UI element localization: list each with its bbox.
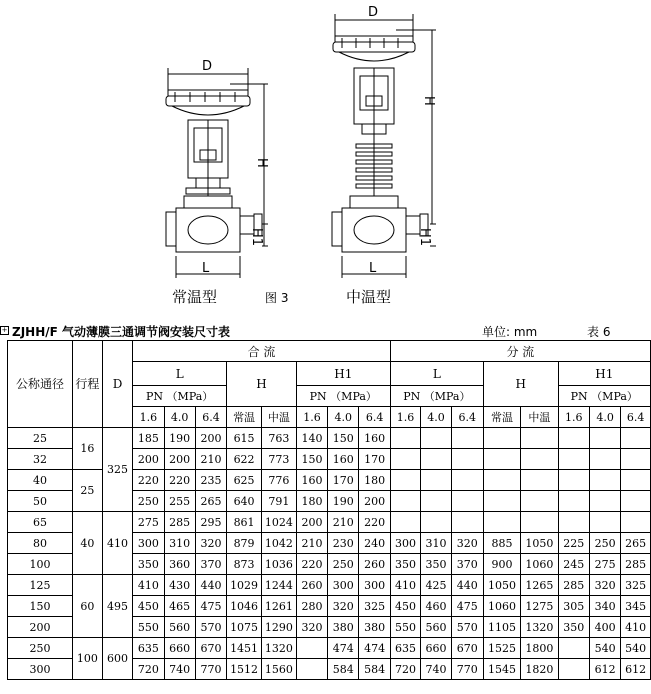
table-body bbox=[8, 428, 651, 680]
table-cell: 1105 bbox=[483, 617, 520, 638]
header-merge-h1-pn: PN （MPa） bbox=[296, 386, 390, 407]
header-split-l-pn: PN （MPa） bbox=[390, 386, 483, 407]
unit-label: 单位: mm bbox=[482, 325, 538, 339]
table-cell: 474 bbox=[328, 638, 359, 659]
table-cell bbox=[589, 491, 620, 512]
dim-label-h-right: H bbox=[421, 96, 436, 106]
table-cell: 425 bbox=[421, 575, 451, 596]
header-stroke: 行程 bbox=[73, 341, 103, 428]
table-cell: 160 bbox=[328, 449, 359, 470]
table-cell: 640 bbox=[227, 491, 262, 512]
caption-figure-number: 图 3 bbox=[265, 291, 289, 305]
table-cell: 1261 bbox=[261, 596, 296, 617]
table-cell: 1512 bbox=[227, 659, 262, 680]
table-cell: 140 bbox=[296, 428, 327, 449]
table-cell: 230 bbox=[328, 533, 359, 554]
table-cell: 260 bbox=[359, 554, 390, 575]
table-cell: 1525 bbox=[483, 638, 520, 659]
header-mid-temp: 中温 bbox=[521, 407, 558, 428]
table-cell: 1060 bbox=[521, 554, 558, 575]
cell-stroke: 60 bbox=[73, 575, 103, 638]
table-cell: 540 bbox=[621, 638, 651, 659]
header-pn-1.6: 1.6 bbox=[390, 407, 420, 428]
dim-label-d-right: D bbox=[368, 5, 379, 20]
table-cell: 210 bbox=[328, 512, 359, 533]
table-cell: 763 bbox=[261, 428, 296, 449]
table-cell: 1042 bbox=[261, 533, 296, 554]
table-cell: 670 bbox=[195, 638, 226, 659]
table-cell: 250 bbox=[589, 533, 620, 554]
table-cell bbox=[451, 512, 483, 533]
table-cell: 220 bbox=[359, 512, 390, 533]
table-cell: 770 bbox=[451, 659, 483, 680]
header-merge-h1: H1 bbox=[296, 362, 390, 386]
table-cell: 1046 bbox=[227, 596, 262, 617]
table-cell: 345 bbox=[621, 596, 651, 617]
table-cell: 320 bbox=[589, 575, 620, 596]
table-cell: 612 bbox=[589, 659, 620, 680]
table-cell: 400 bbox=[589, 617, 620, 638]
table-cell: 160 bbox=[296, 470, 327, 491]
table-cell: 300 bbox=[359, 575, 390, 596]
table-cell: 200 bbox=[359, 491, 390, 512]
table-cell: 1545 bbox=[483, 659, 520, 680]
table-cell: 220 bbox=[296, 554, 327, 575]
table-cell: 280 bbox=[296, 596, 327, 617]
table-cell bbox=[621, 428, 651, 449]
dim-label-h-left: H bbox=[254, 158, 269, 168]
cell-d: 325 bbox=[102, 428, 132, 512]
header-pn-1.6: 1.6 bbox=[558, 407, 589, 428]
table-cell bbox=[421, 449, 451, 470]
table-cell: 1320 bbox=[521, 617, 558, 638]
cell-stroke: 16 bbox=[73, 428, 103, 470]
dim-label-d-left: D bbox=[202, 59, 213, 74]
table-cell bbox=[621, 512, 651, 533]
table-cell bbox=[483, 491, 520, 512]
table-cell: 300 bbox=[328, 575, 359, 596]
table-cell: 380 bbox=[328, 617, 359, 638]
table-cell: 350 bbox=[421, 554, 451, 575]
table-cell: 245 bbox=[558, 554, 589, 575]
table-cell: 305 bbox=[558, 596, 589, 617]
dim-label-l-right: L bbox=[369, 261, 377, 276]
table-title-row bbox=[0, 322, 651, 340]
table-cell bbox=[521, 449, 558, 470]
table-cell: 584 bbox=[359, 659, 390, 680]
table-cell bbox=[451, 491, 483, 512]
dim-label-h1-right: H1 bbox=[417, 228, 432, 247]
normal-temp-valve-drawing bbox=[166, 68, 268, 278]
header-pn-4.0: 4.0 bbox=[164, 407, 195, 428]
table-cell: 1075 bbox=[227, 617, 262, 638]
header-merge-h: H bbox=[227, 362, 297, 407]
table-cell: 275 bbox=[589, 554, 620, 575]
table-cell: 560 bbox=[164, 617, 195, 638]
table-cell bbox=[589, 449, 620, 470]
table-cell: 285 bbox=[558, 575, 589, 596]
table-cell: 360 bbox=[164, 554, 195, 575]
cell-d: 495 bbox=[102, 575, 132, 638]
cell-stroke: 100 bbox=[73, 638, 103, 680]
table-cell: 770 bbox=[195, 659, 226, 680]
table-cell bbox=[483, 512, 520, 533]
table-cell: 380 bbox=[359, 617, 390, 638]
table-cell: 1820 bbox=[521, 659, 558, 680]
header-mid-temp: 中温 bbox=[261, 407, 296, 428]
table-cell: 340 bbox=[589, 596, 620, 617]
table-cell: 190 bbox=[164, 428, 195, 449]
table-cell: 550 bbox=[133, 617, 164, 638]
table-cell: 720 bbox=[390, 659, 420, 680]
table-cell: 570 bbox=[195, 617, 226, 638]
cell-nominal-diameter: 80 bbox=[8, 533, 73, 554]
table-cell: 1050 bbox=[521, 533, 558, 554]
table-cell: 465 bbox=[164, 596, 195, 617]
table-cell: 235 bbox=[195, 470, 226, 491]
header-merge-l: L bbox=[133, 362, 227, 386]
cell-stroke: 25 bbox=[73, 470, 103, 512]
table-cell bbox=[390, 470, 420, 491]
header-merge-l-pn: PN （MPa） bbox=[133, 386, 227, 407]
table-cell: 225 bbox=[558, 533, 589, 554]
table-cell: 265 bbox=[195, 491, 226, 512]
header-split-h: H bbox=[483, 362, 558, 407]
table-cell: 1036 bbox=[261, 554, 296, 575]
table-cell bbox=[390, 428, 420, 449]
table-cell bbox=[296, 638, 327, 659]
table-cell: 240 bbox=[359, 533, 390, 554]
table-cell: 430 bbox=[164, 575, 195, 596]
table-cell: 220 bbox=[164, 470, 195, 491]
cell-d: 600 bbox=[102, 638, 132, 680]
table-cell: 474 bbox=[359, 638, 390, 659]
table-cell: 460 bbox=[421, 596, 451, 617]
table-cell: 475 bbox=[451, 596, 483, 617]
table-cell bbox=[558, 638, 589, 659]
table-cell: 1290 bbox=[261, 617, 296, 638]
table-cell: 670 bbox=[451, 638, 483, 659]
table-cell: 1050 bbox=[483, 575, 520, 596]
valve-drawings bbox=[0, 0, 651, 318]
table-cell: 170 bbox=[328, 470, 359, 491]
table-cell: 320 bbox=[296, 617, 327, 638]
cell-nominal-diameter: 40 bbox=[8, 470, 73, 491]
table-cell: 1244 bbox=[261, 575, 296, 596]
table-number: 表 6 bbox=[587, 325, 611, 339]
table-cell bbox=[451, 449, 483, 470]
table-cell bbox=[451, 428, 483, 449]
cell-nominal-diameter: 125 bbox=[8, 575, 73, 596]
header-pn-6.4: 6.4 bbox=[359, 407, 390, 428]
header-d: D bbox=[102, 341, 132, 428]
table-cell: 310 bbox=[421, 533, 451, 554]
table-cell: 255 bbox=[164, 491, 195, 512]
cell-nominal-diameter: 150 bbox=[8, 596, 73, 617]
table-cell: 873 bbox=[227, 554, 262, 575]
table-cell: 1024 bbox=[261, 512, 296, 533]
table-anchor-icon: + bbox=[1, 326, 8, 334]
table-cell: 1060 bbox=[483, 596, 520, 617]
table-cell bbox=[521, 470, 558, 491]
table-cell: 1451 bbox=[227, 638, 262, 659]
header-merge-flow: 合 流 bbox=[133, 341, 391, 362]
table-row bbox=[8, 638, 651, 659]
cell-nominal-diameter: 250 bbox=[8, 638, 73, 659]
table-cell: 1800 bbox=[521, 638, 558, 659]
table-cell: 615 bbox=[227, 428, 262, 449]
caption-mid-temp: 中温型 bbox=[346, 288, 392, 306]
table-cell: 210 bbox=[296, 533, 327, 554]
table-cell bbox=[589, 470, 620, 491]
cell-nominal-diameter: 32 bbox=[8, 449, 73, 470]
dimension-table bbox=[7, 340, 651, 680]
table-cell: 320 bbox=[195, 533, 226, 554]
table-cell: 740 bbox=[164, 659, 195, 680]
table-cell: 612 bbox=[621, 659, 651, 680]
dim-label-h1-left: H1 bbox=[249, 228, 264, 247]
cell-nominal-diameter: 25 bbox=[8, 428, 73, 449]
table-cell bbox=[421, 470, 451, 491]
table-cell: 622 bbox=[227, 449, 262, 470]
table-cell: 295 bbox=[195, 512, 226, 533]
table-cell: 210 bbox=[195, 449, 226, 470]
table-cell: 440 bbox=[451, 575, 483, 596]
table-cell bbox=[589, 428, 620, 449]
table-cell: 885 bbox=[483, 533, 520, 554]
header-nominal-diameter: 公称通径 bbox=[8, 341, 73, 428]
table-cell: 740 bbox=[421, 659, 451, 680]
table-cell: 285 bbox=[164, 512, 195, 533]
table-cell: 540 bbox=[589, 638, 620, 659]
table-cell bbox=[483, 449, 520, 470]
table-cell: 325 bbox=[621, 575, 651, 596]
table-cell: 300 bbox=[133, 533, 164, 554]
table-cell: 200 bbox=[164, 449, 195, 470]
table-cell bbox=[390, 449, 420, 470]
table-row bbox=[8, 428, 651, 449]
table-cell bbox=[483, 470, 520, 491]
caption-normal-temp: 常温型 bbox=[172, 288, 218, 306]
table-cell: 410 bbox=[621, 617, 651, 638]
header-split-h1: H1 bbox=[558, 362, 650, 386]
header-split-flow: 分 流 bbox=[390, 341, 650, 362]
table-cell: 370 bbox=[451, 554, 483, 575]
table-cell bbox=[390, 512, 420, 533]
table-cell: 776 bbox=[261, 470, 296, 491]
table-cell: 660 bbox=[421, 638, 451, 659]
table-cell: 584 bbox=[328, 659, 359, 680]
table-cell bbox=[521, 428, 558, 449]
table-cell: 1320 bbox=[261, 638, 296, 659]
table-cell bbox=[296, 659, 327, 680]
table-cell: 185 bbox=[133, 428, 164, 449]
table-cell: 791 bbox=[261, 491, 296, 512]
cell-nominal-diameter: 100 bbox=[8, 554, 73, 575]
table-row bbox=[8, 512, 651, 533]
table-cell: 300 bbox=[390, 533, 420, 554]
cell-nominal-diameter: 65 bbox=[8, 512, 73, 533]
table-cell: 250 bbox=[328, 554, 359, 575]
table-cell: 900 bbox=[483, 554, 520, 575]
table-cell bbox=[558, 428, 589, 449]
table-cell: 265 bbox=[621, 533, 651, 554]
table-cell: 1029 bbox=[227, 575, 262, 596]
table-cell: 560 bbox=[421, 617, 451, 638]
table-cell: 450 bbox=[133, 596, 164, 617]
table-cell: 440 bbox=[195, 575, 226, 596]
table-cell: 310 bbox=[164, 533, 195, 554]
table-cell: 285 bbox=[621, 554, 651, 575]
table-cell: 879 bbox=[227, 533, 262, 554]
header-normal-temp: 常温 bbox=[483, 407, 520, 428]
header-pn-4.0: 4.0 bbox=[421, 407, 451, 428]
table-cell: 200 bbox=[195, 428, 226, 449]
table-cell: 350 bbox=[133, 554, 164, 575]
cell-nominal-diameter: 300 bbox=[8, 659, 73, 680]
table-cell: 150 bbox=[328, 428, 359, 449]
table-cell bbox=[421, 428, 451, 449]
table-cell: 1265 bbox=[521, 575, 558, 596]
table-cell: 250 bbox=[133, 491, 164, 512]
table-cell: 170 bbox=[359, 449, 390, 470]
table-cell: 861 bbox=[227, 512, 262, 533]
table-cell bbox=[521, 512, 558, 533]
table-cell bbox=[421, 512, 451, 533]
table-cell: 200 bbox=[296, 512, 327, 533]
table-cell bbox=[558, 470, 589, 491]
cell-nominal-diameter: 50 bbox=[8, 491, 73, 512]
table-cell: 200 bbox=[133, 449, 164, 470]
table-cell: 635 bbox=[133, 638, 164, 659]
table-cell: 625 bbox=[227, 470, 262, 491]
table-cell: 275 bbox=[133, 512, 164, 533]
table-cell bbox=[558, 512, 589, 533]
table-title: ZJHH/F 气动薄膜三通调节阀安装尺寸表 bbox=[12, 325, 231, 339]
header-split-l: L bbox=[390, 362, 483, 386]
table-cell: 350 bbox=[390, 554, 420, 575]
table-cell: 180 bbox=[359, 470, 390, 491]
table-cell: 190 bbox=[328, 491, 359, 512]
table-cell bbox=[521, 491, 558, 512]
table-cell: 320 bbox=[451, 533, 483, 554]
table-cell: 320 bbox=[328, 596, 359, 617]
table-cell: 150 bbox=[296, 449, 327, 470]
table-cell: 475 bbox=[195, 596, 226, 617]
table-cell bbox=[558, 491, 589, 512]
dim-label-l-left: L bbox=[202, 261, 210, 276]
header-pn-6.4: 6.4 bbox=[451, 407, 483, 428]
header-pn-1.6: 1.6 bbox=[133, 407, 164, 428]
header-split-h1-pn: PN （MPa） bbox=[558, 386, 650, 407]
header-pn-4.0: 4.0 bbox=[328, 407, 359, 428]
cell-stroke: 40 bbox=[73, 512, 103, 575]
table-cell: 325 bbox=[359, 596, 390, 617]
table-cell: 410 bbox=[390, 575, 420, 596]
cell-nominal-diameter: 200 bbox=[8, 617, 73, 638]
table-cell: 160 bbox=[359, 428, 390, 449]
table-cell: 350 bbox=[558, 617, 589, 638]
table-cell bbox=[451, 470, 483, 491]
table-cell: 773 bbox=[261, 449, 296, 470]
table-cell: 450 bbox=[390, 596, 420, 617]
table-cell: 570 bbox=[451, 617, 483, 638]
table-cell: 1560 bbox=[261, 659, 296, 680]
table-cell: 635 bbox=[390, 638, 420, 659]
table-cell: 550 bbox=[390, 617, 420, 638]
table-cell: 410 bbox=[133, 575, 164, 596]
header-pn-6.4: 6.4 bbox=[195, 407, 226, 428]
table-cell: 260 bbox=[296, 575, 327, 596]
table-cell bbox=[558, 659, 589, 680]
table-cell bbox=[621, 470, 651, 491]
table-cell bbox=[558, 449, 589, 470]
table-cell: 660 bbox=[164, 638, 195, 659]
table-cell bbox=[483, 428, 520, 449]
table-cell bbox=[390, 491, 420, 512]
header-pn-1.6: 1.6 bbox=[296, 407, 327, 428]
header-pn-4.0: 4.0 bbox=[589, 407, 620, 428]
table-cell bbox=[589, 512, 620, 533]
table-cell: 180 bbox=[296, 491, 327, 512]
cell-d: 410 bbox=[102, 512, 132, 575]
table-cell: 370 bbox=[195, 554, 226, 575]
table-cell bbox=[621, 491, 651, 512]
table-cell: 1275 bbox=[521, 596, 558, 617]
table-cell bbox=[621, 449, 651, 470]
header-normal-temp: 常温 bbox=[227, 407, 262, 428]
table-cell: 720 bbox=[133, 659, 164, 680]
header-pn-6.4: 6.4 bbox=[621, 407, 651, 428]
table-cell bbox=[421, 491, 451, 512]
table-cell: 220 bbox=[133, 470, 164, 491]
table-row bbox=[8, 575, 651, 596]
